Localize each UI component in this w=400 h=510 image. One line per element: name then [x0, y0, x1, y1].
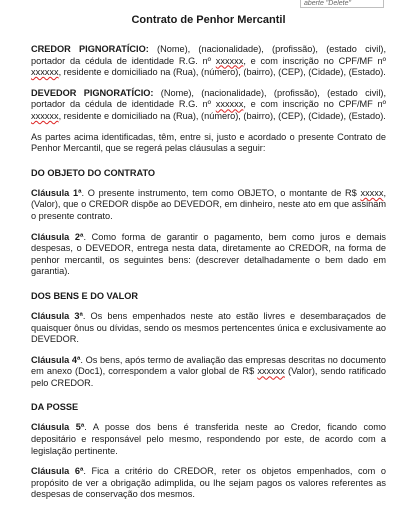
clause-1-text-2: , (Valor), que o CREDOR dispõe ao DEVEDOR, em dinheiro, neste ato em que assinam o presente contrato.	[31, 187, 386, 221]
credor-text-2: , e com inscrição no CPF/MF nº	[243, 55, 386, 66]
credor-text-1: (Nome), (nacionalidade), (profissão), (estado civil), portador da cédula de identidade R.G. nº	[31, 44, 386, 66]
devedor-rg: xxxxxx	[215, 99, 244, 110]
clause-3	[31, 311, 386, 346]
clause-4-text-1: . Os bens, após termo de avaliação das empresas descritas no documento em anexo (Doc1), correspondem a valor global de R$	[31, 354, 386, 377]
clause-2-text: . Como forma de garantir o pagamento, bem como juros e demais despesas, o DEVEDOR, entrega nesta data, diretamente ao CREDOR, na forma de penhor mercantil, os seguintes bens: (descrever detalhadamente o bem dado em garantia).	[31, 231, 387, 277]
clause-1-text-1: . O presente instrumento, tem como OBJETO, o montante de R$	[81, 187, 361, 198]
top-hint-box	[300, 0, 384, 8]
clause-3-label: Cláusula 3ª	[31, 310, 83, 321]
devedor-paragraph	[31, 88, 386, 123]
clause-3-text: . Os bens empenhados neste ato estão livres e desembaraçados de quaisquer ônus ou dívidas, sendo os mesmos pertencentes única e exclusivamente ao DEVEDOR.	[31, 310, 386, 345]
clause-5	[31, 422, 386, 457]
document-title: Contrato de Penhor Mercantil	[131, 14, 286, 26]
devedor-label: DEVEDOR PIGNORATÍCIO:	[31, 87, 154, 98]
credor-label: CREDOR PIGNORATÍCIO:	[31, 44, 149, 54]
credor-rg: xxxxxx	[215, 55, 244, 66]
devedor-text-3: , residente e domiciliado na (Rua), (número), (bairro), (CEP), (Cidade), (Estado).	[58, 110, 386, 121]
clause-4-amount: xxxxxx	[257, 366, 285, 377]
credor-text-3: , residente e domiciliado na (Rua), (número), (bairro), (CEP), (Cidade), (Estado).	[58, 67, 386, 78]
clause-2	[31, 232, 386, 278]
top-hint-text: aberte "Delete"	[304, 0, 351, 7]
clause-5-text: . A posse dos bens é transferida neste ao Credor, ficando como depositário e responsável pelo mesmo, respondendo por este, de acordo com a legislação pertinente.	[31, 422, 386, 456]
clause-4-text-2: (Valor), sendo ratificado pelo CREDOR.	[31, 366, 387, 388]
section-heading-bens: DOS BENS E DO VALOR	[31, 290, 139, 301]
clause-4-label: Cláusula 4ª	[31, 354, 81, 365]
clause-6-text: . Fica a critério do CREDOR, reter os objetos empenhados, com o propósito de ver a obrigação adimplida, ou lhe sejam pagos os valores referentes as despesas de conservação dos mesmos.	[31, 466, 386, 500]
intro-paragraph: As partes acima identificadas, têm, entre si, justo e acordado o presente Contrato de Penhor Mercantil, que se regerá pelas cláusulas a seguir:	[31, 131, 386, 154]
clause-1	[31, 188, 386, 223]
section-heading-posse: DA POSSE	[31, 402, 79, 413]
clause-1-amount: xxxxx	[360, 187, 384, 198]
clause-1-label: Cláusula 1ª	[31, 187, 82, 198]
clause-4	[31, 355, 386, 390]
devedor-text-2: , e com inscrição no CPF/MF nº	[243, 99, 386, 110]
clause-2-label: Cláusula 2ª	[31, 231, 84, 242]
credor-paragraph	[31, 44, 386, 79]
section-heading-objeto: DO OBJETO DO CONTRATO	[31, 167, 156, 178]
clause-6-label: Cláusula 6ª	[31, 466, 84, 477]
devedor-text-1: (Nome), (nacionalidade), (profissão), (estado civil), portador da cédula de identidade R.G. nº	[31, 87, 386, 110]
credor-cpf: xxxxxx	[31, 67, 59, 78]
clause-6	[31, 466, 386, 501]
document-page	[31, 14, 386, 510]
clause-5-label: Cláusula 5ª	[31, 422, 85, 433]
devedor-cpf: xxxxxx	[31, 110, 59, 121]
